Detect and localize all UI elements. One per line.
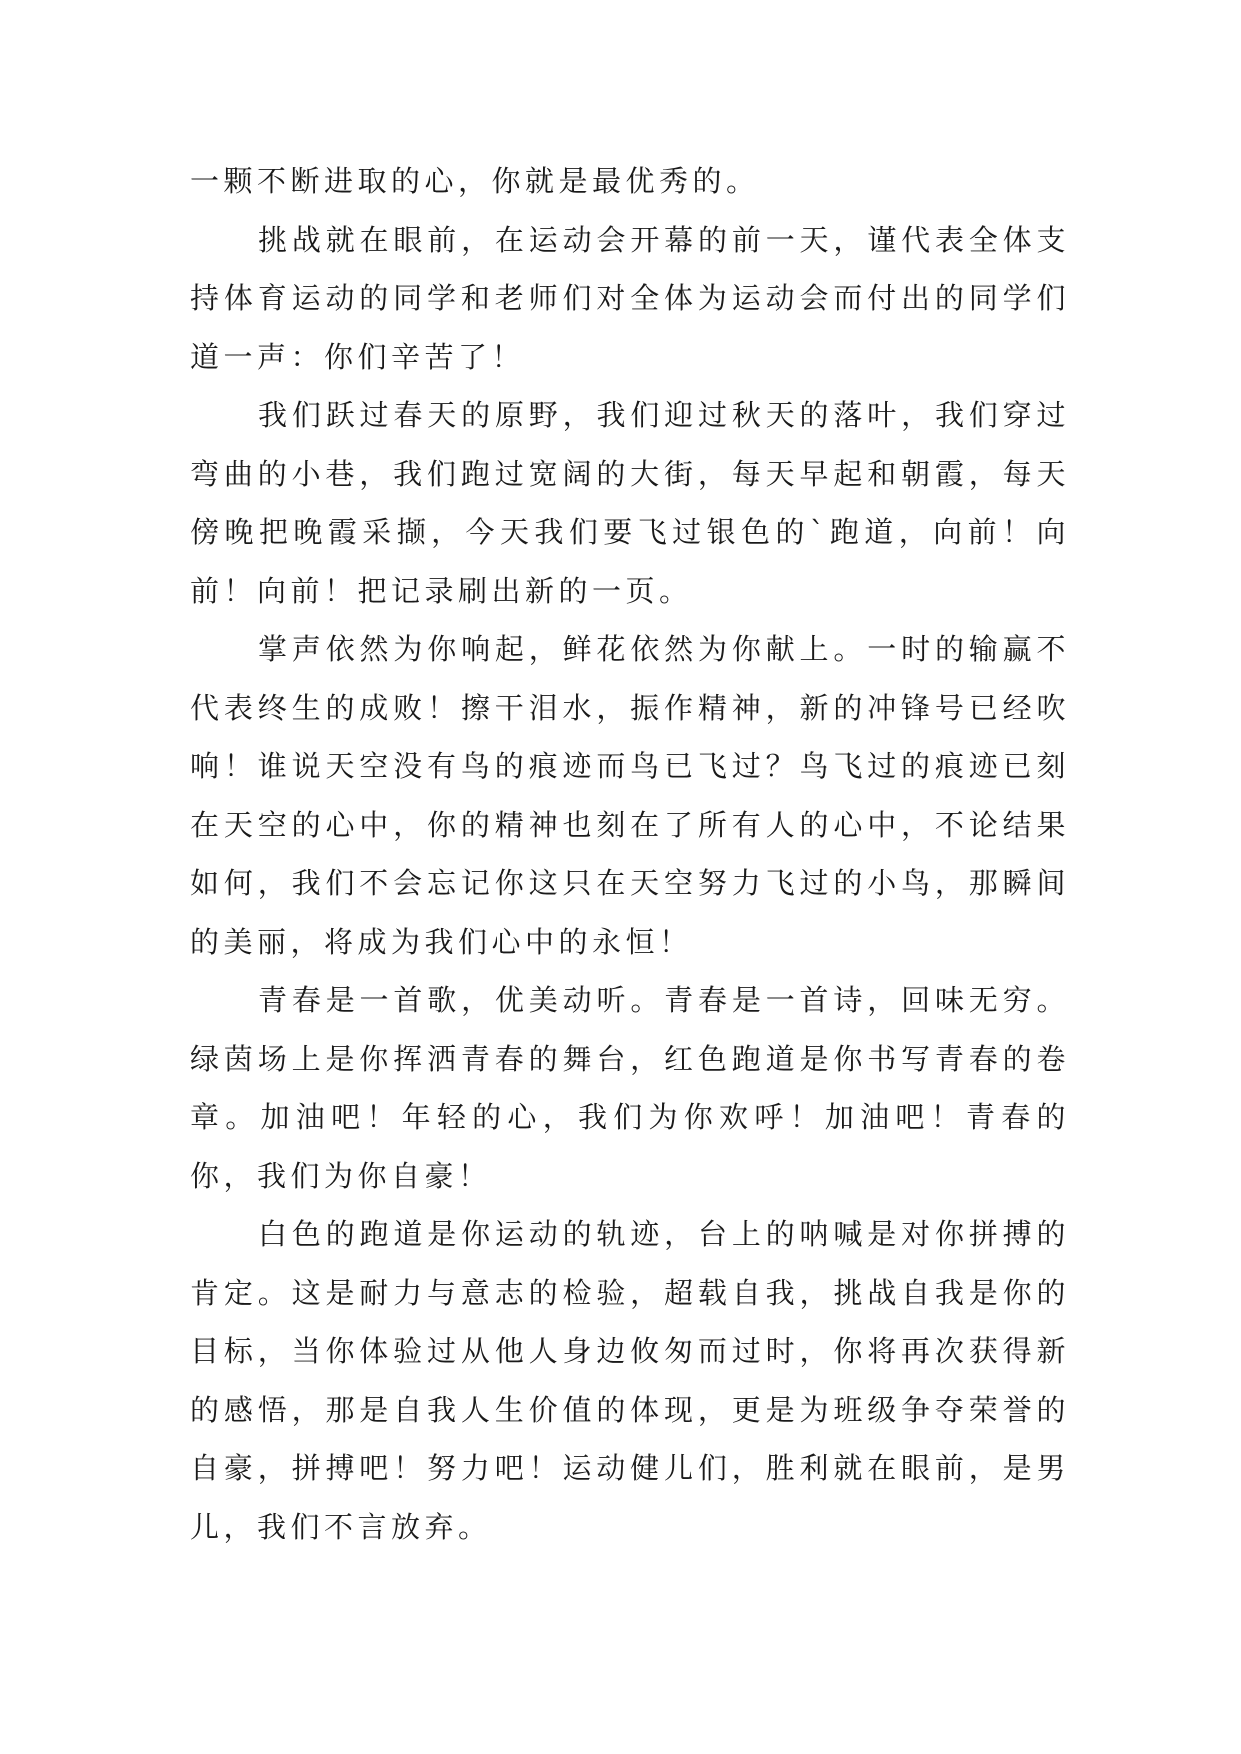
paragraph-2: 挑战就在眼前，在运动会开幕的前一天，谨代表全体支持体育运动的同学和老师们对全体为运动会而付出的同学们道一声：你们辛苦了！: [190, 222, 1070, 374]
paragraph-6: 白色的跑道是你运动的轨迹，台上的呐喊是对你拼搏的肯定。这是耐力与意志的检验，超载自我，挑战自我是你的目标，当你体验过从他人身边攸匆而过时，你将再次获得新的感悟，那是自我人生价值的体现，更是为班级争夺荣誉的自豪，拼搏吧！努力吧！运动健儿们，胜利就在眼前，是男儿，我们不言放弃。: [190, 1217, 1070, 1544]
body-text: [190, 152, 1070, 1556]
paragraph-4: 掌声依然为你响起，鲜花依然为你献上。一时的输赢不代表终生的成败！擦干泪水，振作精神，新的冲锋号已经吹响！谁说天空没有鸟的痕迹而鸟已飞过？鸟飞过的痕迹已刻在天空的心中，你的精神也刻在了所有人的心中，不论结果如何，我们不会忘记你这只在天空努力飞过的小鸟，那瞬间的美丽，将成为我们心中的永恒！: [190, 632, 1070, 959]
paragraph-5: 青春是一首歌，优美动听。青春是一首诗，回味无穷。绿茵场上是你挥洒青春的舞台，红色跑道是你书写青春的卷章。加油吧！年轻的心，我们为你欢呼！加油吧！青春的你，我们为你自豪！: [190, 983, 1070, 1193]
paragraph-3: 我们跃过春天的原野，我们迎过秋天的落叶，我们穿过弯曲的小巷，我们跑过宽阔的大街，每天早起和朝霞，每天傍晚把晚霞采撷，今天我们要飞过银色的`跑道，向前！向前！向前！把记录刷出新的一页。: [190, 398, 1070, 608]
paragraph-1: 一颗不断进取的心，你就是最优秀的。: [190, 164, 760, 198]
